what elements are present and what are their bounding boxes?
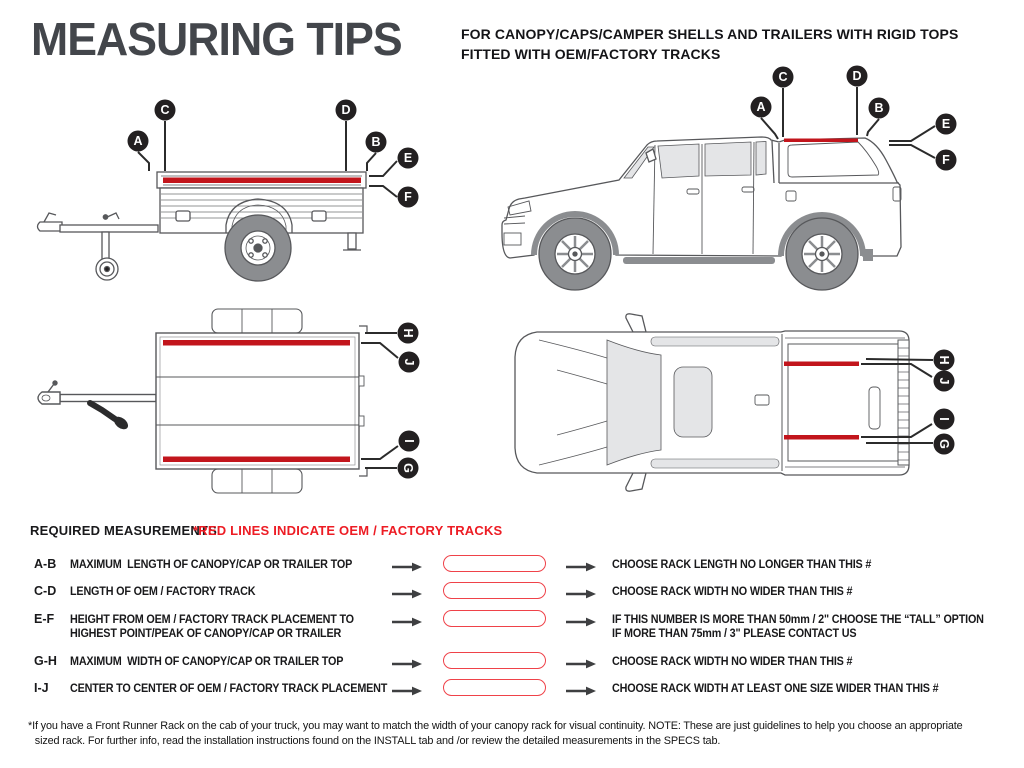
label-marker-I <box>399 431 420 452</box>
label-marker-C <box>773 67 794 88</box>
trailer-top-drawing <box>38 309 367 493</box>
measurement-row-ef <box>0 612 1024 642</box>
label-f: F <box>942 153 950 167</box>
label-marker-I <box>934 409 955 430</box>
label-marker-J <box>399 352 420 373</box>
label-marker-F <box>398 187 419 208</box>
arrow-icon <box>392 656 422 674</box>
arrow-icon <box>566 683 596 701</box>
label-marker-A <box>128 131 149 152</box>
red-lines-note: *RED LINES INDICATE OEM / FACTORY TRACKS <box>193 523 503 538</box>
page-subtitle <box>461 25 958 64</box>
measurement-description: LENGTH OF OEM / FACTORY TRACK <box>70 584 256 598</box>
subtitle-line-2: FITTED WITH OEM/FACTORY TRACKS <box>461 45 721 62</box>
factory-track-line <box>784 362 859 367</box>
measurement-row-ij <box>0 681 1024 711</box>
factory-track-line <box>163 457 350 463</box>
arrow-icon <box>566 614 596 632</box>
label-c: C <box>160 103 170 117</box>
label-h: H <box>937 355 951 365</box>
label-b: B <box>874 101 884 115</box>
label-h: H <box>401 328 415 338</box>
label-g: G <box>401 463 415 473</box>
arrow-icon <box>392 683 422 701</box>
label-d: D <box>341 103 351 117</box>
truck-side-drawing <box>502 137 901 290</box>
truck-top-view-diagram <box>495 300 1015 510</box>
label-i: I <box>937 417 951 421</box>
label-marker-F <box>936 150 957 171</box>
page-title: MEASURING TIPS <box>31 13 402 65</box>
label-marker-H <box>398 323 419 344</box>
label-marker-B <box>366 132 387 153</box>
label-marker-E <box>398 148 419 169</box>
measurement-write-in-oval <box>443 555 546 572</box>
label-marker-D <box>336 100 357 121</box>
label-g: G <box>937 439 951 449</box>
label-marker-D <box>847 66 868 87</box>
measurement-description: MAXIMUM WIDTH OF CANOPY/CAP OR TRAILER TOP <box>70 654 344 668</box>
label-d: D <box>852 69 862 83</box>
arrow-icon <box>392 614 422 632</box>
measurement-write-in-oval <box>443 679 546 696</box>
label-marker-H <box>934 350 955 371</box>
measurement-guidance: CHOOSE RACK WIDTH NO WIDER THAN THIS # <box>612 584 853 598</box>
trailer-top-labels <box>398 323 420 479</box>
required-measurements-heading: REQUIRED MEASUREMENTS <box>30 523 217 538</box>
label-marker-G <box>934 434 955 455</box>
trailer-side-view-diagram <box>30 85 445 300</box>
footnote-line-1: *If you have a Front Runner Rack on the cab of your truck, you may want to match the width of your canopy rack for visual continuity. NOTE: These are just guidelines to help you choose an appropriate <box>28 720 963 732</box>
measurement-guidance: IF THIS NUMBER IS MORE THAN 50mm / 2" CHOOSE THE “TALL” OPTION <box>612 612 984 626</box>
trailer-side-drawing <box>38 172 367 281</box>
arrow-icon <box>392 586 422 604</box>
arrow-icon <box>566 656 596 674</box>
label-e: E <box>403 151 413 165</box>
label-c: C <box>778 70 788 84</box>
truck-side-view-diagram <box>495 65 1015 300</box>
factory-track-line <box>784 139 858 143</box>
measurement-description: CENTER TO CENTER OF OEM / FACTORY TRACK PLACEMENT <box>70 681 388 695</box>
truck-top-labels <box>934 350 955 455</box>
arrow-icon <box>566 559 596 577</box>
arrow-icon <box>566 586 596 604</box>
truck-top-drawing <box>515 314 909 491</box>
measurement-guidance: CHOOSE RACK WIDTH AT LEAST ONE SIZE WIDER THAN THIS # <box>612 681 939 695</box>
measurement-guidance-line2: IF MORE THAN 75mm / 3" PLEASE CONTACT US <box>612 626 857 640</box>
label-marker-G <box>398 458 419 479</box>
label-j: J <box>402 358 416 366</box>
label-marker-E <box>936 114 957 135</box>
measurement-write-in-oval <box>443 582 546 599</box>
label-b: B <box>371 135 381 149</box>
trailer-top-view-diagram <box>30 300 445 505</box>
subtitle-line-1: FOR CANOPY/CAPS/CAMPER SHELLS AND TRAILERS WITH RIGID TOPS <box>461 26 959 42</box>
factory-track-line <box>784 435 859 440</box>
measurement-guidance: CHOOSE RACK LENGTH NO LONGER THAN THIS # <box>612 557 872 571</box>
label-marker-C <box>155 100 176 121</box>
label-e: E <box>941 117 951 131</box>
label-a: A <box>133 134 143 148</box>
range-label: E-F <box>34 612 55 626</box>
factory-track-line <box>163 340 350 346</box>
footnote <box>28 719 963 749</box>
range-label: I-J <box>34 681 49 695</box>
trailer-top-leader-lines <box>361 333 398 468</box>
range-label: A-B <box>34 557 57 571</box>
label-a: A <box>756 100 766 114</box>
measurement-description-line2: HIGHEST POINT/PEAK OF CANOPY/CAP OR TRAILER <box>70 626 342 640</box>
label-marker-A <box>751 97 772 118</box>
label-f: F <box>404 190 412 204</box>
measurement-write-in-oval <box>443 652 546 669</box>
measurement-description: MAXIMUM LENGTH OF CANOPY/CAP OR TRAILER TOP <box>70 557 353 571</box>
range-label: C-D <box>34 584 57 598</box>
label-j: J <box>937 377 951 385</box>
range-label: G-H <box>34 654 57 668</box>
measurement-write-in-oval <box>443 610 546 627</box>
footnote-line-2: sized rack. For further info, read the installation instructions found on the INSTALL tab and /or review the detailed measurements in the SPECS tab. <box>34 735 721 747</box>
label-marker-B <box>869 98 890 119</box>
label-marker-J <box>934 371 955 392</box>
measurement-description: HEIGHT FROM OEM / FACTORY TRACK PLACEMENT TO <box>70 612 354 626</box>
arrow-icon <box>392 559 422 577</box>
measurement-guidance: CHOOSE RACK WIDTH NO WIDER THAN THIS # <box>612 654 853 668</box>
label-i: I <box>402 439 416 443</box>
